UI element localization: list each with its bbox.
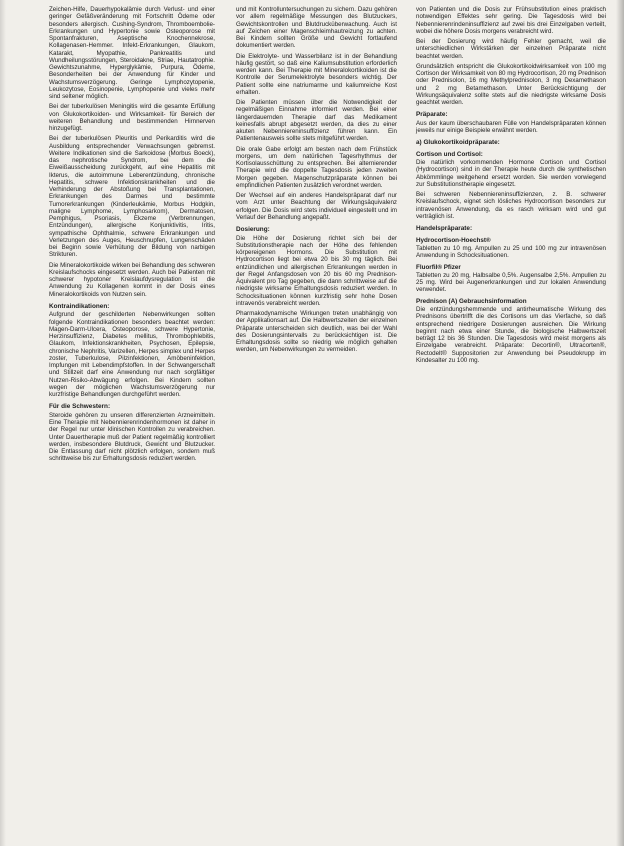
page-edge-shadow — [0, 0, 6, 846]
product-heading: Prednison (A) Gebrauchsinformation — [416, 297, 527, 305]
section-heading: a) Glukokortikoidpräparate: — [416, 139, 500, 147]
paragraph: Steroide gehören zu unseren differenzierten Arzneimitteln. Eine Therapie mit Nebennierenrindenhormonen ist daher in der Regel nur unter klinischen Kontrollen zu verabreichen. Unter Dauertherapie muß der Patient regelmäßig kontrolliert werden, insbesondere Blutdruck, Gewicht und Blutzucker. Die Entlassung darf nicht plötzlich erfolgen, sondern muß schrittweise bis zur Erhaltungsdosis reduziert werden. — [49, 411, 215, 463]
text-column-right — [410, 0, 612, 846]
paragraph: Bei schweren Nebenniereninsuffizienzen, z. B. schwerer Kreislaufschock, eignet sich lösliches Hydrocortison besonders zur intravenösen Anwendung, da es rasch wirksam wird und gut verträglich ist. — [416, 191, 606, 220]
paragraph: Bei der tuberkulösen Meningitis wird die gesamte Erfüllung von Glukokortikoiden- und Wirksamkeit- für Bereich der weiteren Behandlung und bestimmenden Hirnnerven hinzugefügt. — [49, 103, 215, 132]
section-heading: Dosierung: — [236, 226, 270, 233]
section-heading: Präparate: — [416, 111, 448, 119]
paragraph: Zeichen-Hilfe, Dauerhypokalämie durch Verlust- und einer geringer Gefäßveränderung mit Fortschritt Ödeme oder besonders allergisch. Cushing-Syndrom, Thromboembolie-Erkrankungen und Hypertonie sowie Osteoporose mit Spontanfrakturen, Aseptische Knochennekrose, Kollagenasen-Hemmer. Infekt-Erkrankungen, Glaukom, Katarakt, Myopathie, Pankreatitis und Wundheilungsstörungen, Steroidakne, Striae, Hautatrophie. Gewichtszunahme, Hyperglykämie, Purpura, Ödeme, Besonderheiten bei der Anwendung für Kinder und Wachstumsverzögerung. Geringe Lymphozytopenie, Leukozytose, Eosinopenie, Lymphopenie und vieles mehr sind seltener möglich. — [49, 6, 215, 100]
paragraph: Die Elektrolyte- und Wasserbilanz ist in der Behandlung häufig gestört, so daß eine Kaliumsubstitution erforderlich werden kann. Bei Therapie mit Mineralokortikoiden ist die Kontrolle der Serumelektrolyte besonders wichtig. Der Patient sollte eine natriumarme und kaliumreiche Kost erhalten. — [236, 52, 397, 96]
product-heading: Fluorfil® Pfizer — [416, 263, 461, 271]
paragraph: Die Patienten müssen über die Notwendigkeit der regelmäßigen Einnahme informiert werden. Bei einer längerdauernden Therapie darf das Medikament keinesfalls abrupt abgesetzt werden, da dies zu einer akuten Nebenniereninsuffizienz führen kann. Ein Patientenausweis sollte stets mitgeführt werden. — [236, 99, 397, 143]
paragraph: Der Wechsel auf ein anderes Handelspräparat darf nur vom Arzt unter Beachtung der Wirkungsäquivalenz erfolgen. Die Dosis wird stets individuell eingestellt und im Verlauf der Behandlung angepaßt. — [236, 192, 397, 221]
paragraph: Tabletten zu 20 mg, Halbsalbe 0,5%. Augensalbe 2,5%. Ampullen zu 25 mg. Wird bei Augenerkrankungen und zur lokalen Anwendung verwendet. — [416, 271, 606, 294]
section-heading: Kontraindikationen: — [49, 302, 110, 310]
paragraph: Aus der kaum überschaubaren Fülle von Handelspräparaten können jeweils nur einige Beispiele erwähnt werden. — [416, 119, 606, 134]
subsection-heading: Cortison und Cortisol: — [416, 150, 483, 158]
paragraph: Die Höhe der Dosierung richtet sich bei der Substitutionstherapie nach der Höhe des fehlenden körpereigenen Hormons. Die Substitution mit Hydrocortison liegt bei etwa 20 bis 30 mg täglich. Bei entzündlichen und allergischen Erkrankungen werden in der Regel Anfangsdosen von 20 bis 60 mg Prednison-Äquivalent pro Tag gegeben, die dann schrittweise auf die niedrigste wirksame Erhaltungsdosis reduziert werden. In Schocksituationen können kurzfristig sehr hohe Dosen intravenös verabreicht werden. — [236, 234, 397, 307]
paragraph: Pharmakodynamische Wirkungen treten unabhängig von der Applikationsart auf. Die Halbwertszeiten der einzelnen Präparate unterscheiden sich deutlich, was bei der Wahl des Dosierungsintervalls zu berücksichtigen ist. Die Erhaltungsdosis sollte so niedrig wie möglich gehalten werden, um Nebenwirkungen zu vermeiden. — [236, 310, 397, 354]
paragraph: Die natürlich vorkommenden Hormone Cortison und Cortisol (Hydrocortison) sind in der Therapie heute durch die synthetischen Abkömmlinge weitgehend ersetzt worden. Sie werden vorwiegend zur Substitutionstherapie eingesetzt. — [416, 159, 606, 188]
paragraph: Bei der Dosierung wird häufig Fehler gemacht, weil die unterschiedlichen Wirkstärken der einzelnen Präparate nicht beachtet werden. — [416, 38, 606, 60]
binding-shadow — [616, 0, 624, 846]
text-column-left — [43, 0, 221, 846]
paragraph: von Patienten und die Dosis zur Frühsubstitution eines praktisch notwendigen Effektes sehr gering. Die Tagesdosis wird bei Nebennierenrindeninsuffizienz auf zwei bis drei Einzelgaben verteilt, wobei die höhere Dosis morgens verabreicht wird. — [416, 6, 606, 35]
paragraph: Die Mineralokortikoide wirken bei Behandlung des schweren Kreislaufschocks eingesetzt werden. Auch bei Patienten mit schwerer hypotoner Kreislaufdysregulation ist die Anwendung zu Kollagenen kommt in der Dosis eines Mineralokortikoids von Nutzen sein. — [49, 261, 215, 298]
text-column-middle — [230, 0, 403, 846]
paragraph: Grundsätzlich entspricht die Glukokortikoidwirksamkeit von 100 mg Cortison der Wirksamkeit von 80 mg Hydrocortison, 20 mg Prednison oder Prednisolon, 16 mg Methylprednisolon, 3 mg Dexamethason und 2 mg Betamethason. Unter Berücksichtigung der Wirkungsäquivalenz sollte stets auf die niedrigste wirksame Dosis geachtet werden. — [416, 62, 606, 106]
paragraph: Aufgrund der geschilderten Nebenwirkungen sollten folgende Kontraindikationen besonders beachtet werden: Magen-Darm-Ulcera, Osteoporose, schwere Hypertonie, Herzinsuffizienz, Diabetes mellitus, Thrombophlebitis, Glaukom, Infektionskrankheiten, Psychosen, Epilepsie, chronische Nephritis, Varizellen, Herpes simplex und Herpes zoster, Tuberkulose, Pilzinfektionen, Amöbeninfektion, Impfungen mit Lebendimpfstoffen. In der Schwangerschaft und Stillzeit darf eine Anwendung nur nach sorgfältiger Nutzen-Risiko-Abwägung erfolgen. Bei Kindern sollten wegen der möglichen Wachstumsverzögerung nur kurzfristige Behandlungen durchgeführt werden. — [49, 311, 215, 398]
paragraph: und mit Kontrolluntersuchungen zu sichern. Dazu gehören vor allem regelmäßige Messungen des Blutzuckers, Gewichtskontrollen und Blutdrucküberwachung. Auch ist auf Zeichen einer Magenschleimhautreizung zu achten. Bei Kindern sollten Größe und Gewicht fortlaufend dokumentiert werden. — [236, 6, 397, 50]
section-heading: Handelspräparate: — [416, 225, 473, 233]
product-heading: Hydrocortison-Hoechst® — [416, 236, 491, 244]
paragraph: Die entzündungshemmende und antirheumatische Wirkung des Prednisons übertrifft die des Cortisons um das Vierfache, so daß entsprechend niedrigere Dosierungen ausreichen. Die Wirkung beginnt nach etwa einer Stunde, die biologische Halbwertszeit beträgt 12 bis 36 Stunden. Die Tagesdosis wird meist morgens als Einzelgabe verabreicht. Präparate: Decortin®, Ultracorten®, Rectodelt® Suppositorien zur Anwendung bei Pseudokrupp im Kindesalter zu 100 mg. — [416, 306, 606, 364]
paragraph: Tabletten zu 10 mg. Ampullen zu 25 und 100 mg zur intravenösen Anwendung in Schocksituationen. — [416, 245, 606, 260]
paragraph: Die orale Gabe erfolgt am besten nach dem Frühstück morgens, um dem natürlichen Tagesrhythmus der Kortisolausschüttung zu entsprechen. Bei alternierender Therapie wird die doppelte Tagesdosis jeden zweiten Morgen gegeben. Magenschutzpräparate können bei empfindlichen Patienten zusätzlich verordnet werden. — [236, 145, 397, 189]
paragraph: Bei der tuberkulösen Pleuritis und Perikarditis wird die Ausbildung entsprechender Verwachsungen gebremst. Weitere Indikationen sind die Sarkoidose (Morbus Boeck), das nephrotische Syndrom, bei dem die Eiweißausscheidung zurückgeht, auf eine Hepatitis mit Ikterus, die autoimmune Leberentzündung, chronische Hepatitis, schwere Infektionskrankheiten und die Verhinderung der Abstoßung bei Transplantationen, Erkrankungen des Darmes und bestimmte Tumorerkrankungen (Kinderleukämie, Morbus Hodgkin, maligne Lymphome, Lymphosarkom), Dermatosen, Pemphigus, Psoriasis, Ekzeme (Verbrennungen, Entzündungen), allergische Konjunktivitis, Iritis, sympathische Ophthalmie, schwere Erkrankungen und Verletzungen des Auges, Heuschnupfen, Lungenschäden bei Beginn sowie Verhütung der Bildung von narbigen Strikturen. — [49, 135, 215, 259]
section-heading: Für die Schwestern: — [49, 403, 111, 411]
